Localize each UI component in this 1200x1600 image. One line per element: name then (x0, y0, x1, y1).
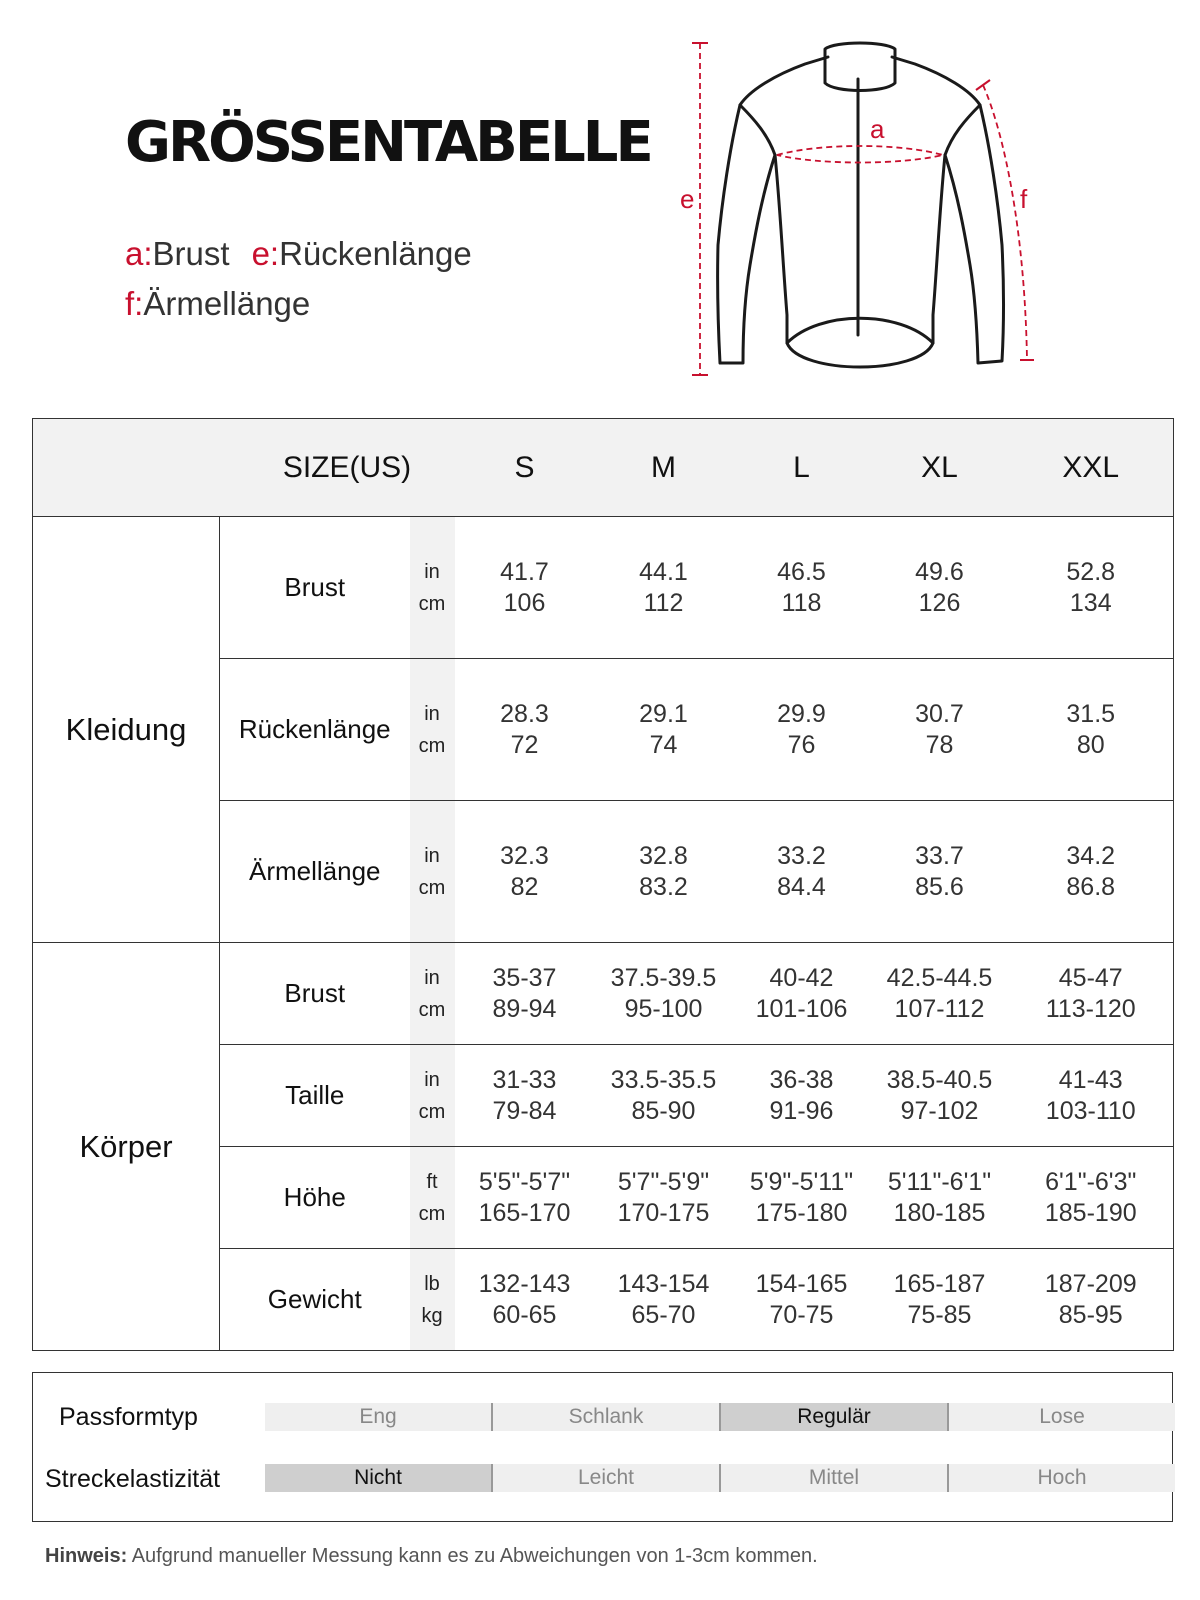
unit-cell: in cm (410, 659, 455, 801)
value-cell: 33.2 84.4 (733, 801, 871, 943)
unit-cell: in cm (410, 1045, 455, 1147)
elastizitaet-option-mittel: Mittel (721, 1464, 949, 1492)
value-cell: 5'11"-6'1" 180-185 (871, 1147, 1009, 1249)
value-cell: 49.6 126 (871, 517, 1009, 659)
elastizitaet-label: Streckelastizität (45, 1465, 221, 1493)
size-header-xl: XL (871, 419, 1009, 517)
legend-label-aermellaenge: Ärmellänge (143, 285, 311, 322)
label-f: f (1020, 184, 1028, 214)
value-cell: 33.7 85.6 (871, 801, 1009, 943)
unit-cell: ft cm (410, 1147, 455, 1249)
value-cell: 45-47 113-120 (1009, 943, 1174, 1045)
value-cell: 31.5 80 (1009, 659, 1174, 801)
size-table (32, 418, 1174, 1351)
label-e: e (680, 184, 695, 214)
label-a: a (870, 114, 885, 144)
elastizitaet-option-hoch: Hoch (949, 1464, 1175, 1492)
value-cell: 30.7 78 (871, 659, 1009, 801)
legend-label-brust: Brust (152, 235, 230, 272)
row-label: Brust (220, 943, 410, 1045)
passform-option-regulaer: Regulär (721, 1403, 949, 1431)
value-cell: 165-187 75-85 (871, 1249, 1009, 1351)
value-cell: 35-37 89-94 (455, 943, 595, 1045)
header-empty (33, 419, 220, 517)
elastizitaet-option-nicht: Nicht (265, 1464, 493, 1492)
passform-option-eng: Eng (265, 1403, 493, 1431)
value-cell: 37.5-39.5 95-100 (595, 943, 733, 1045)
jacket-measurement-diagram (680, 35, 1060, 385)
value-cell: 29.1 74 (595, 659, 733, 801)
value-cell: 42.5-44.5 107-112 (871, 943, 1009, 1045)
value-cell: 46.5 118 (733, 517, 871, 659)
value-cell: 36-38 91-96 (733, 1045, 871, 1147)
row-label: Höhe (220, 1147, 410, 1249)
page-title: GRÖSSENTABELLE (125, 110, 651, 175)
table-row (33, 517, 1174, 659)
legend-key-a: a: (125, 235, 153, 272)
value-cell: 154-165 70-75 (733, 1249, 871, 1351)
legend-key-e: e: (251, 235, 280, 272)
value-cell: 32.3 82 (455, 801, 595, 943)
row-label: Rückenlänge (220, 659, 410, 801)
legend-line-2 (125, 285, 310, 323)
legend-line-1 (125, 235, 472, 273)
row-label: Gewicht (220, 1249, 410, 1351)
row-label: Taille (220, 1045, 410, 1147)
value-cell: 31-33 79-84 (455, 1045, 595, 1147)
group-label-kleidung: Kleidung (33, 517, 220, 943)
table-row (33, 943, 1174, 1045)
elastizitaet-scale (265, 1464, 1175, 1492)
note-prefix: Hinweis: (45, 1545, 128, 1567)
value-cell: 44.1 112 (595, 517, 733, 659)
value-cell: 143-154 65-70 (595, 1249, 733, 1351)
value-cell: 41.7 106 (455, 517, 595, 659)
value-cell: 28.3 72 (455, 659, 595, 801)
row-label: Ärmellänge (220, 801, 410, 943)
fit-info-panel (32, 1372, 1173, 1522)
unit-cell: in cm (410, 943, 455, 1045)
jacket-outline (718, 43, 1004, 367)
legend-label-rueckenlaenge: Rückenlänge (279, 235, 472, 272)
group-label-koerper: Körper (33, 943, 220, 1351)
passform-option-schlank: Schlank (493, 1403, 721, 1431)
passform-label: Passformtyp (59, 1403, 198, 1431)
size-us-header: SIZE(US) (220, 419, 455, 517)
value-cell: 132-143 60-65 (455, 1249, 595, 1351)
unit-cell: in cm (410, 801, 455, 943)
value-cell: 187-209 85-95 (1009, 1249, 1174, 1351)
value-cell: 6'1"-6'3" 185-190 (1009, 1147, 1174, 1249)
passform-option-lose: Lose (949, 1403, 1175, 1431)
unit-cell: in cm (410, 517, 455, 659)
value-cell: 32.8 83.2 (595, 801, 733, 943)
value-cell: 5'7"-5'9" 170-175 (595, 1147, 733, 1249)
unit-cell: lb kg (410, 1249, 455, 1351)
value-cell: 38.5-40.5 97-102 (871, 1045, 1009, 1147)
size-header-row (33, 419, 1174, 517)
value-cell: 5'9"-5'11" 175-180 (733, 1147, 871, 1249)
value-cell: 33.5-35.5 85-90 (595, 1045, 733, 1147)
value-cell: 34.2 86.8 (1009, 801, 1174, 943)
size-header-m: M (595, 419, 733, 517)
value-cell: 29.9 76 (733, 659, 871, 801)
footnote (45, 1545, 818, 1568)
value-cell: 52.8 134 (1009, 517, 1174, 659)
note-text: Aufgrund manueller Messung kann es zu Abweichungen von 1-3cm kommen. (131, 1545, 818, 1567)
elastizitaet-option-leicht: Leicht (493, 1464, 721, 1492)
value-cell: 41-43 103-110 (1009, 1045, 1174, 1147)
size-header-xxl: XXL (1009, 419, 1174, 517)
legend-key-f: f: (125, 285, 144, 322)
size-header-s: S (455, 419, 595, 517)
value-cell: 5'5"-5'7" 165-170 (455, 1147, 595, 1249)
size-header-l: L (733, 419, 871, 517)
row-label: Brust (220, 517, 410, 659)
value-cell: 40-42 101-106 (733, 943, 871, 1045)
passform-scale (265, 1403, 1175, 1431)
